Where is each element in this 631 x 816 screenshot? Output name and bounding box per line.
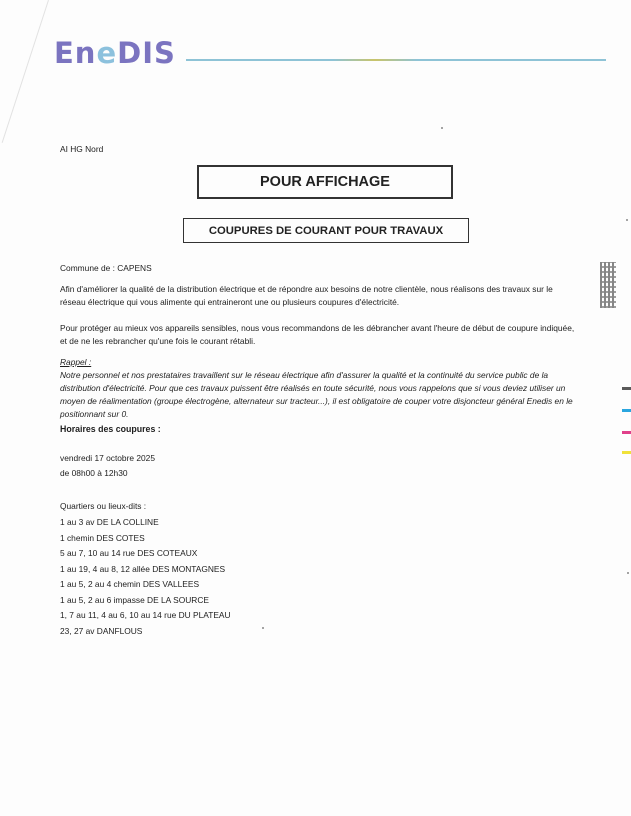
address-list: [60, 515, 231, 639]
notice-title: POUR AFFICHAGE: [197, 165, 453, 199]
reminder-text: Notre personnel et nos prestataires travaillent sur le réseau électrique afin d'assurer la qualité et la continuité du service public de la distribution d'électricité. Pour que ces travaux puissent être réalisés en toute sécurité, nous vous rappelons que si vous deviez utiliser un moyen de réalimentation (groupe électrogène, alternateur sur tracteur...), il est obligatoire de couper votre disjoncteur général Enedis en le positionnant sur 0.: [60, 370, 573, 419]
list-item: 1 au 19, 4 au 8, 12 allée DES MONTAGNES: [60, 563, 226, 574]
list-item: 23, 27 av DANFLOUS: [60, 625, 143, 636]
agency-name: AI HG Nord: [60, 144, 104, 154]
outage-time: de 08h00 à 12h30: [60, 468, 128, 478]
list-item: 1, 7 au 11, 4 au 6, 10 au 14 rue DU PLATEAU: [60, 610, 231, 620]
logo-underline: [186, 59, 606, 61]
scan-speck: [262, 627, 264, 629]
qr-code-icon: [600, 262, 616, 308]
reminder-label: Rappel :: [60, 357, 92, 367]
advice-paragraph: Pour protéger au mieux vos appareils sensibles, nous vous recommandons de les débrancher avant l'heure de début de coupure indiquée, et de ne les rebrancher qu'une fois le courant rétabli.: [60, 323, 575, 346]
magenta-registration-mark: [622, 431, 631, 434]
reminder-section: [60, 356, 580, 421]
black-registration-mark: [622, 387, 631, 390]
list-item: 1 au 5, 2 au 6 impasse DE LA SOURCE: [60, 594, 209, 605]
cyan-registration-mark: [622, 409, 631, 412]
notice-subtitle: COUPURES DE COURANT POUR TRAVAUX: [183, 218, 469, 243]
areas-heading: Quartiers ou lieux-dits :: [60, 501, 147, 511]
outage-date: vendredi 17 octobre 2025: [60, 453, 155, 463]
scan-speck: [627, 572, 629, 574]
scan-speck: [441, 127, 443, 129]
list-item: 1 au 5, 2 au 4 chemin DES VALLEES: [60, 579, 200, 589]
enedis-logo: EneDIS: [54, 36, 176, 70]
scan-speck: [626, 219, 628, 221]
schedule-heading: Horaires des coupures :: [60, 424, 161, 434]
intro-paragraph: Afin d'améliorer la qualité de la distribution électrique et de répondre aux besoins de notre clientèle, nous réalisons des travaux sur le réseau électrique qui vous alimente qui entraineront une ou plusieurs coupures d'électricité.: [60, 284, 553, 307]
list-item: 5 au 7, 10 au 14 rue DES COTEAUX: [60, 548, 198, 558]
list-item: 1 chemin DES COTES: [60, 532, 145, 543]
commune-line: Commune de : CAPENS: [60, 263, 152, 273]
yellow-registration-mark: [622, 451, 631, 454]
list-item: 1 au 3 av DE LA COLLINE: [60, 517, 159, 527]
scan-artifact-line: [2, 0, 49, 143]
